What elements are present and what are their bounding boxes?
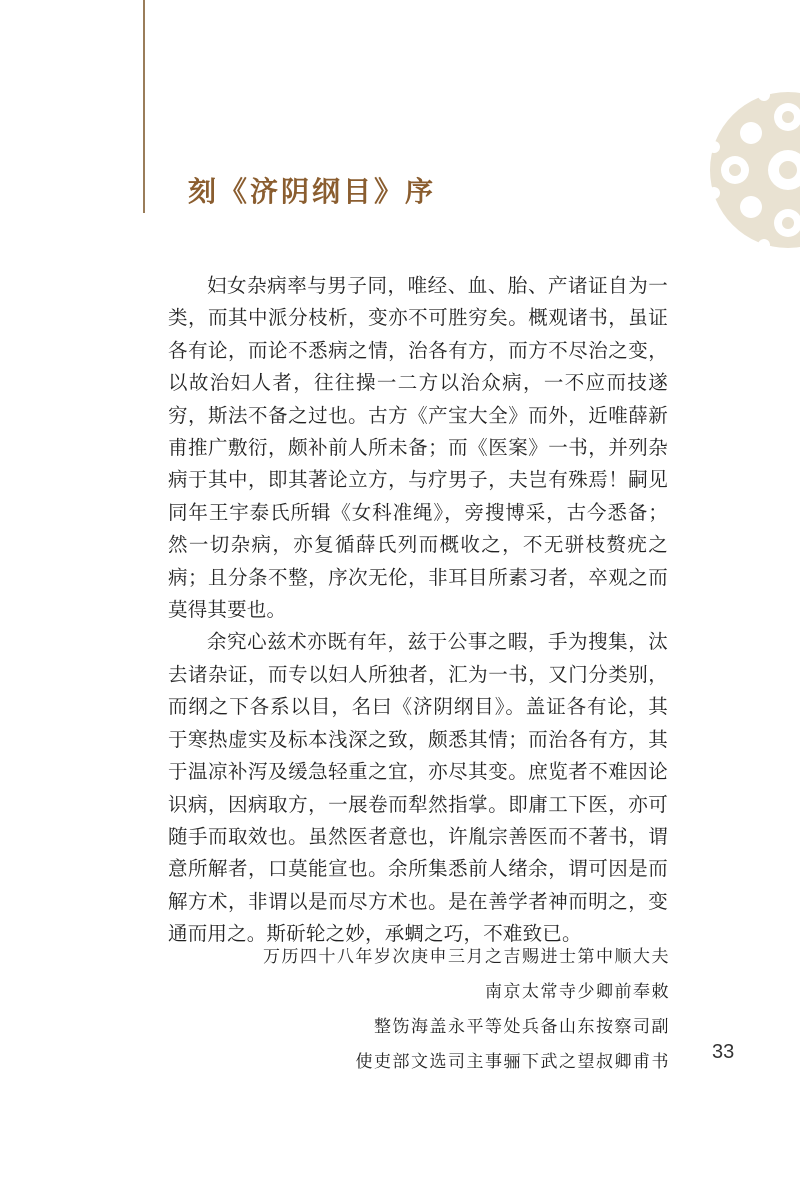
author-signature [263, 940, 670, 1080]
preface-paragraph-1: 妇女杂病率与男子同，唯经、血、胎、产诸证自为一类，而其中派分枝析，变亦不可胜穷矣。概观诸书，虽证各有论，而论不悉病之情，治各有方，而方不尽治之变，以故治妇人者，往往操一二方以治众病，一不应而技遂穷，斯法不备之过也。古方《产宝大全》而外，近唯薛新甫推广敷衍，颇补前人所未备；而《医案》一书，并列杂病于其中，即其著论立方，与疗男子，夫岂有殊焉！嗣见同年王宇泰氏所辑《女科准绳》，旁搜博采，古今悉备；然一切杂病，亦复循薛氏列而概收之，不无骈枝赘疣之病；且分条不整，序次无伦，非耳目所素习者，卒观之而莫得其要也。 [168, 274, 668, 622]
page-title: 刻《济阴纲目》序 [188, 175, 437, 208]
signature-line-3: 整饬海盖永平等处兵备山东按察司副 [374, 1017, 670, 1037]
preface-body [168, 270, 668, 951]
signature-line-2: 南京太常寺少卿前奉敕 [485, 982, 670, 1002]
page-number: 33 [712, 1041, 735, 1063]
cloud-scroll-ornament-icon [676, 55, 800, 285]
title-vertical-rule [143, 0, 145, 213]
signature-line-4: 使吏部文选司主事骊下武之望叔卿甫书 [355, 1052, 670, 1072]
preface-paragraph-2: 余究心兹术亦既有年，兹于公事之暇，手为搜集，汰去诸杂证，而专以妇人所独者，汇为一书，又门分类别，而纲之下各系以目，名曰《济阴纲目》。盖证各有论，其于寒热虚实及标本浅深之致，颇悉其情；而治各有方，其于温凉补泻及缓急轻重之宜，亦尽其变。庶览者不难因论识病，因病取方，一展卷而犁然指掌。即庸工下医，亦可随手而取效也。虽然医者意也，许胤宗善医而不著书，谓意所解者，口莫能宣也。余所集悉前人绪余，谓可因是而解方术，非谓以是而尽方术也。是在善学者神而明之，变通而用之。斯斫轮之妙，承蜩之巧，不难致已。 [168, 630, 668, 946]
signature-line-1: 万历四十八年岁次庚申三月之吉赐进士第中顺大夫 [263, 947, 670, 967]
